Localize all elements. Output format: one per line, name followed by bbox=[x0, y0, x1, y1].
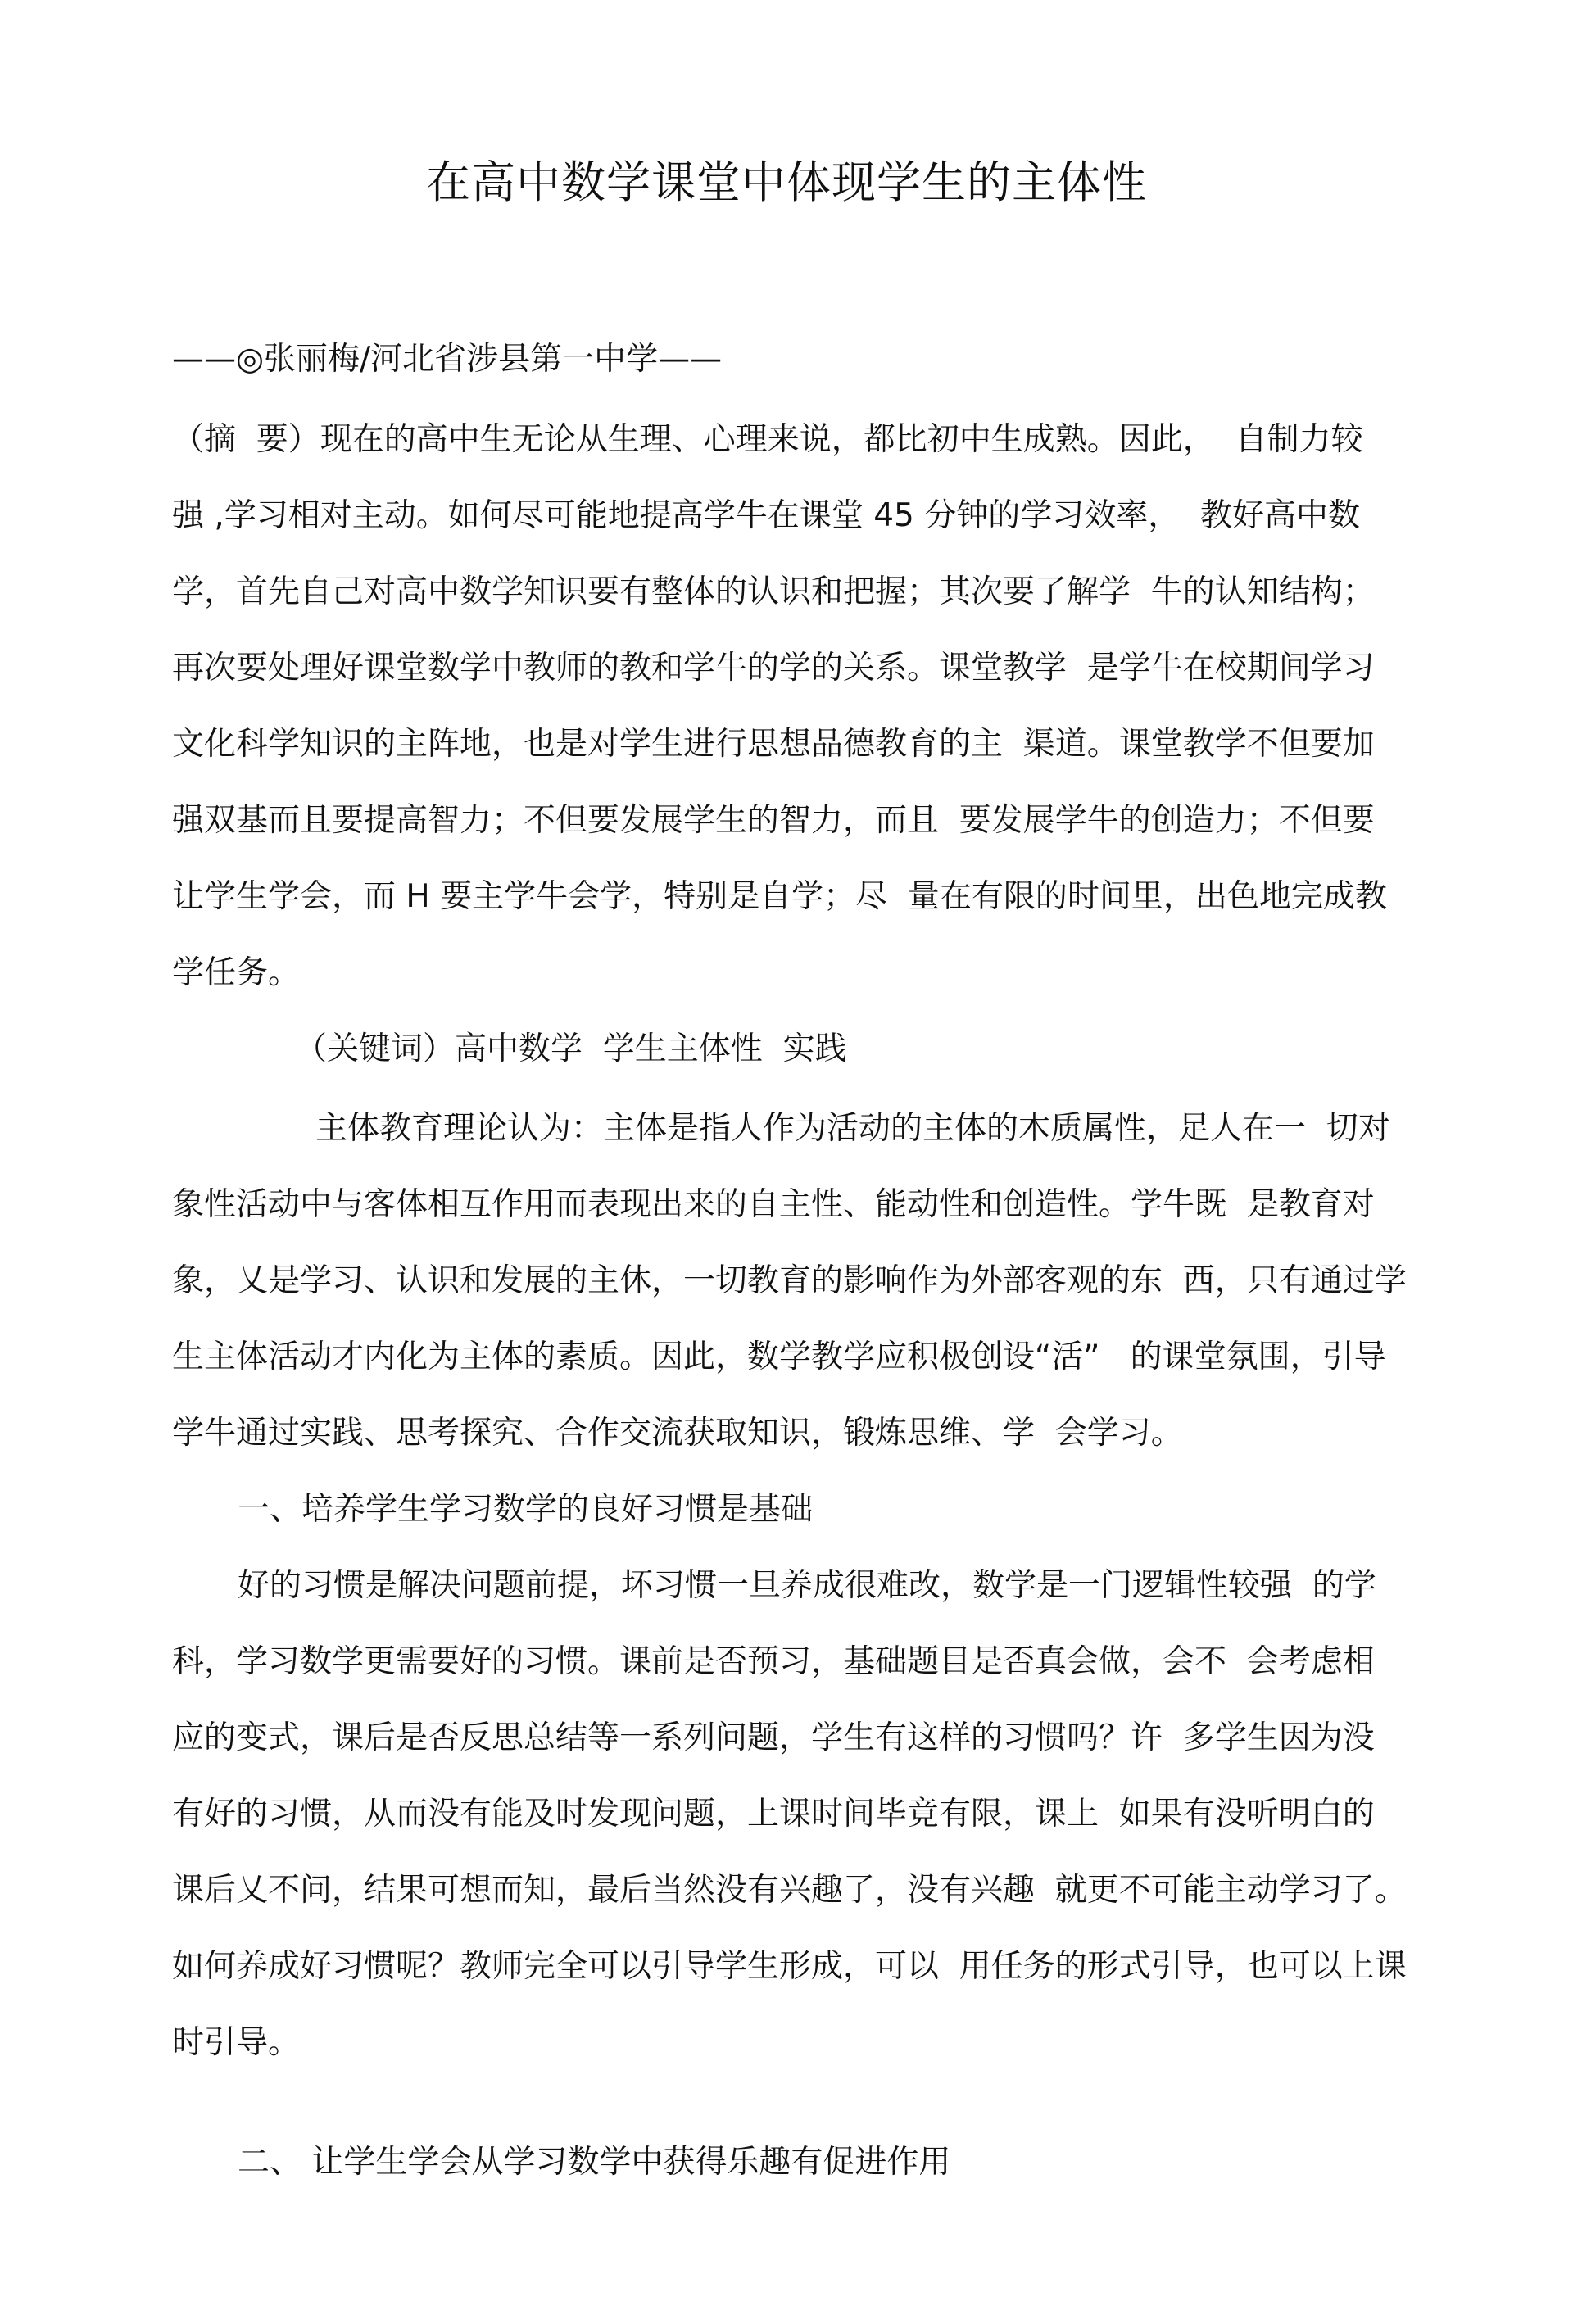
paragraph-line: 如何养成好习惯呢？教师完全可以引导学生形成，可以 用任务的形式引导，也可以上课 bbox=[172, 1948, 1407, 1985]
abstract-line: 学，首先自己对高中数学知识要有整体的认识和把握；其次要了解学 牛的认知结构； bbox=[172, 573, 1375, 610]
paragraph-line: 有好的习惯，从而没有能及时发现问题，上课时间毕竟有限，课上 如果有没听明白的 bbox=[172, 1796, 1375, 1832]
paragraph-line: 好的习惯是解决问题前提，坏习惯一旦养成很难改，数学是一门逻辑性较强 的学 bbox=[238, 1567, 1376, 1604]
section-heading-1: 一、培养学生学习数学的良好习惯是基础 bbox=[238, 1491, 814, 1528]
abstract-line: 学任务。 bbox=[172, 954, 301, 991]
paragraph-line: 科，学习数学更需要好的习惯。课前是否预习，基础题目是否真会做，会不 会考虑相 bbox=[172, 1643, 1375, 1680]
paragraph-line: 主体教育理论认为：主体是指人作为活动的主体的木质属性，足人在一 切对 bbox=[315, 1110, 1390, 1147]
page-title: 在高中数学课堂中体现学生的主体性 bbox=[426, 156, 1147, 208]
paragraph-line: 生主体活动才内化为主体的素质。因此，数学教学应积极创设“活” 的课堂氛围，引导 bbox=[172, 1339, 1386, 1375]
abstract-line: 强 ,学习相对主动。如何尽可能地提高学牛在课堂 45 分钟的学习效率， 教好高中数 bbox=[172, 497, 1361, 534]
abstract-line: 再次要处理好课堂数学中教师的教和学牛的学的关系。课堂教学 是学牛在校期间学习 bbox=[172, 650, 1375, 686]
paragraph-line: 课后乂不问，结果可想而知，最后当然没有兴趣了，没有兴趣 就更不可能主动学习了。 bbox=[172, 1872, 1407, 1909]
paragraph-line: 时引导。 bbox=[172, 2024, 301, 2061]
abstract-line: 强双基而且要提高智力；不但要发展学生的智力，而且 要发展学牛的创造力；不但要 bbox=[172, 802, 1375, 839]
abstract-line: （摘 要）现在的高中生无论从生理、心理来说，都比初中生成熟。因此， 自制力较 bbox=[172, 421, 1363, 458]
abstract-line: 让学生学会，而 H 要主学牛会学，特别是自学；尽 量在有限的时间里，出色地完成教 bbox=[172, 878, 1387, 915]
paragraph-line: 应的变式，课后是否反思总结等一系列问题，学生有这样的习惯吗？许 多学生因为没 bbox=[172, 1719, 1375, 1756]
abstract-line: 文化科学知识的主阵地，也是对学生进行思想品德教育的主 渠道。课堂教学不但要加 bbox=[172, 726, 1375, 763]
paragraph-line: 学牛通过实践、思考探究、合作交流获取知识，锻炼思维、学 会学习。 bbox=[172, 1415, 1183, 1452]
paragraph-line: 象，乂是学习、认识和发展的主休，一切教育的影响作为外部客观的东 西，只有通过学 bbox=[172, 1262, 1407, 1299]
keywords: （关键词）高中数学 学生主体性 实践 bbox=[295, 1031, 847, 1067]
byline: ——◎张丽梅/河北省涉县第一中学—— bbox=[172, 341, 723, 378]
section-heading-2: 二、 让学生学会从学习数学中获得乐趣有促进作用 bbox=[238, 2144, 951, 2181]
paragraph-line: 象性活动中与客体相互作用而表现出来的自主性、能动性和创造性。学牛既 是教育对 bbox=[172, 1186, 1375, 1223]
